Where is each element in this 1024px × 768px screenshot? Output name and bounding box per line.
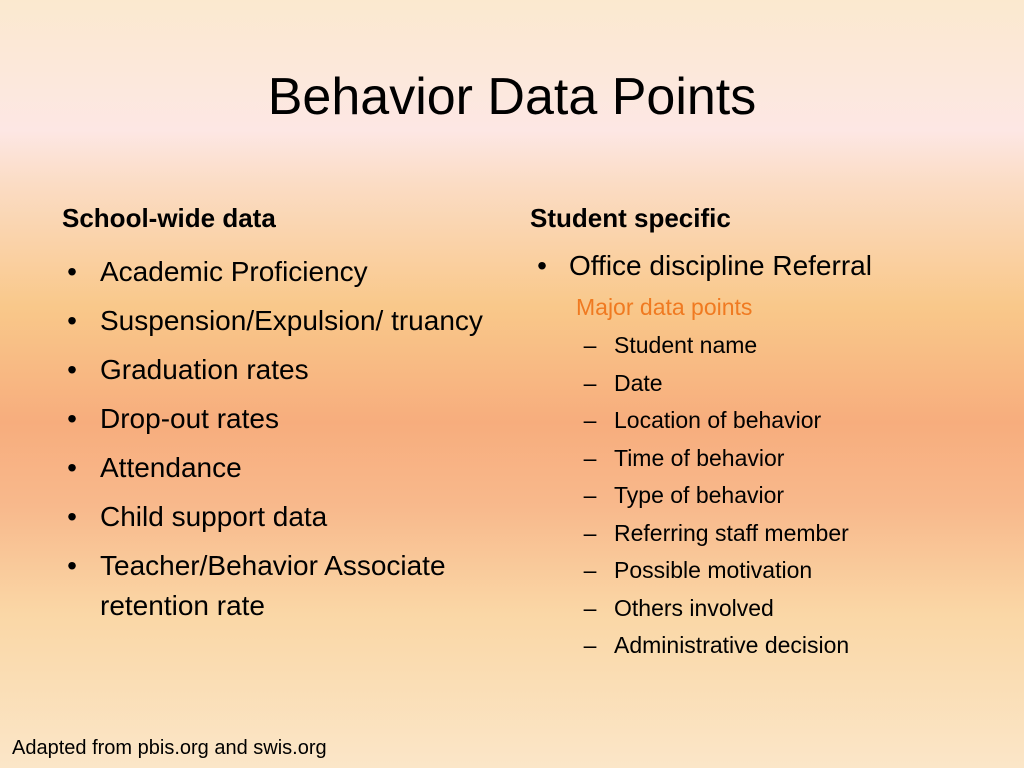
- list-item-label: Location of behavior: [614, 407, 822, 433]
- bullet-icon: •: [67, 452, 77, 483]
- list-item-label: Others involved: [614, 594, 774, 621]
- list-item: [60, 497, 500, 537]
- school-wide-heading: School-wide data: [62, 203, 276, 233]
- dash-icon: –: [583, 594, 597, 621]
- list-item-label: Child support data: [100, 501, 328, 532]
- bullet-icon: •: [67, 256, 77, 287]
- bullet-icon: •: [67, 305, 77, 336]
- list-item: [578, 402, 998, 440]
- dash-icon: –: [583, 519, 597, 546]
- bullet-icon: •: [67, 501, 77, 532]
- dash-icon: –: [583, 407, 597, 433]
- dash-icon: –: [583, 632, 597, 658]
- list-item-label: Graduation rates: [100, 354, 309, 385]
- dash-icon: –: [583, 444, 597, 471]
- list-item-label: Referring staff member: [614, 519, 849, 546]
- student-specific-heading: Student specific: [530, 203, 731, 233]
- slide-title: Behavior Data Points: [267, 68, 757, 126]
- dash-icon: –: [583, 482, 597, 508]
- list-item: [578, 440, 998, 478]
- list-item-label: Office discipline Referral: [569, 250, 872, 281]
- bullet-icon: •: [537, 250, 547, 281]
- list-item: [578, 590, 998, 628]
- list-item: [60, 350, 500, 390]
- list-item: [578, 552, 998, 590]
- list-item: [60, 252, 500, 292]
- dash-icon: –: [583, 557, 597, 583]
- list-item-label: Academic Proficiency: [100, 256, 368, 287]
- list-item-label: Administrative decision: [614, 632, 850, 658]
- list-item: [60, 301, 500, 341]
- dash-icon: –: [583, 332, 597, 358]
- list-item-label: Drop-out rates: [100, 403, 279, 434]
- list-item: [578, 327, 998, 365]
- dash-icon: –: [583, 369, 597, 396]
- list-item: [60, 399, 500, 439]
- list-item-label: Time of behavior: [614, 444, 785, 471]
- list-item: [60, 546, 500, 626]
- list-item: [60, 448, 500, 488]
- student-specific-list: [530, 248, 1010, 284]
- list-item: [578, 627, 998, 665]
- school-wide-list: [60, 252, 500, 635]
- list-item: [578, 365, 998, 403]
- list-item-label: Attendance: [100, 452, 242, 483]
- bullet-icon: •: [67, 403, 77, 434]
- major-data-points-list: [578, 327, 998, 665]
- list-item-label: Suspension/Expulsion/ truancy: [100, 305, 483, 336]
- list-item-label: Student name: [614, 332, 758, 358]
- source-footnote: Adapted from pbis.org and swis.org: [12, 737, 327, 759]
- bullet-icon: •: [67, 354, 77, 385]
- list-item-label: Possible motivation: [614, 557, 813, 583]
- list-item-label: Teacher/Behavior Associate retention rate: [100, 550, 446, 621]
- major-data-points-label: Major data points: [576, 294, 753, 320]
- list-item: [578, 477, 998, 515]
- list-item: [530, 248, 1010, 284]
- list-item-label: Type of behavior: [614, 482, 785, 508]
- list-item-label: Date: [614, 369, 663, 396]
- list-item: [578, 515, 998, 553]
- bullet-icon: •: [67, 550, 77, 581]
